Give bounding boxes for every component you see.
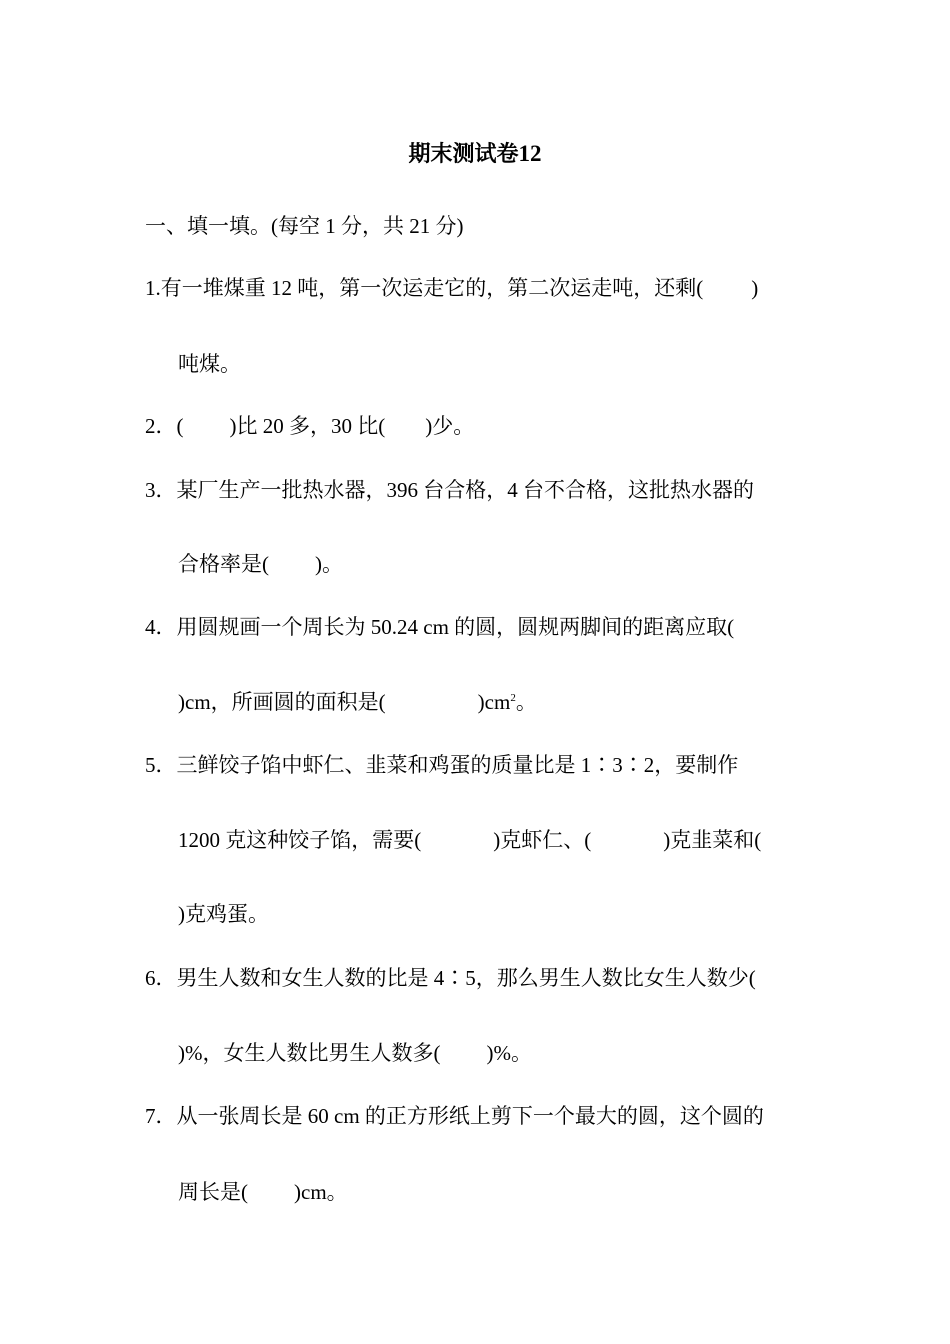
- question-3-line-1: 3．某厂生产一批热水器，396 台合格，4 台不合格，这批热水器的: [145, 478, 754, 502]
- title-text: 期末测试卷: [408, 142, 519, 167]
- q5-text-b: )克虾仁、(: [493, 828, 592, 852]
- page-title: [0, 137, 950, 168]
- question-6-line-1: 6．男生人数和女生人数的比是 4∶5，那么男生人数比女生人数少(: [145, 966, 756, 990]
- q5-text-c: )克韭菜和(: [663, 828, 762, 852]
- q4-superscript: 2: [510, 692, 516, 704]
- q2-text-c: )少。: [425, 414, 475, 438]
- question-4-line-2: [178, 688, 848, 716]
- question-1-line-2: 吨煤。: [178, 352, 241, 376]
- q4-text-a: )cm，所画圆的面积是(: [178, 690, 386, 714]
- q6-text-b: )%。: [486, 1041, 532, 1065]
- question-3-line-2: [178, 550, 848, 578]
- question-5-line-2: [178, 826, 848, 854]
- q1-close: ): [751, 276, 759, 300]
- question-4-line-1: 4．用圆规画一个周长为 50.24 cm 的圆，圆规两脚间的距离应取(: [145, 615, 735, 639]
- q3-text-b: )。: [315, 552, 343, 576]
- question-7-line-1: 7．从一张周长是 60 cm 的正方形纸上剪下一个最大的圆，这个圆的: [145, 1104, 764, 1128]
- question-7-line-2: [178, 1178, 848, 1206]
- question-5-line-1: 5．三鲜饺子馅中虾仁、韭菜和鸡蛋的质量比是 1∶3∶2，要制作: [145, 753, 739, 777]
- q1-text: 1.有一堆煤重 12 吨，第一次运走它的，第二次运走吨，还剩(: [145, 276, 704, 300]
- q4-text-c: 。: [515, 690, 537, 714]
- q3-text-a: 合格率是(: [178, 552, 269, 576]
- question-5-line-3: )克鸡蛋。: [178, 902, 269, 926]
- q2-text-b: )比 20 多，30 比(: [229, 414, 386, 438]
- question-2-line-1: [145, 412, 815, 440]
- title-number: 12: [518, 141, 542, 166]
- question-1-line-1: [145, 274, 815, 302]
- q2-text-a: 2．(: [145, 414, 184, 438]
- q6-text-a: )%，女生人数比男生人数多(: [178, 1041, 441, 1065]
- q4-text-b: )cm: [477, 690, 511, 714]
- section-heading: 一、填一填。(每空 1 分，共 21 分): [145, 214, 464, 238]
- q7-text-a: 周长是(: [178, 1180, 248, 1204]
- q5-text-a: 1200 克这种饺子馅，需要(: [178, 828, 422, 852]
- q7-text-b: )cm。: [294, 1180, 348, 1204]
- question-6-line-2: [178, 1039, 848, 1067]
